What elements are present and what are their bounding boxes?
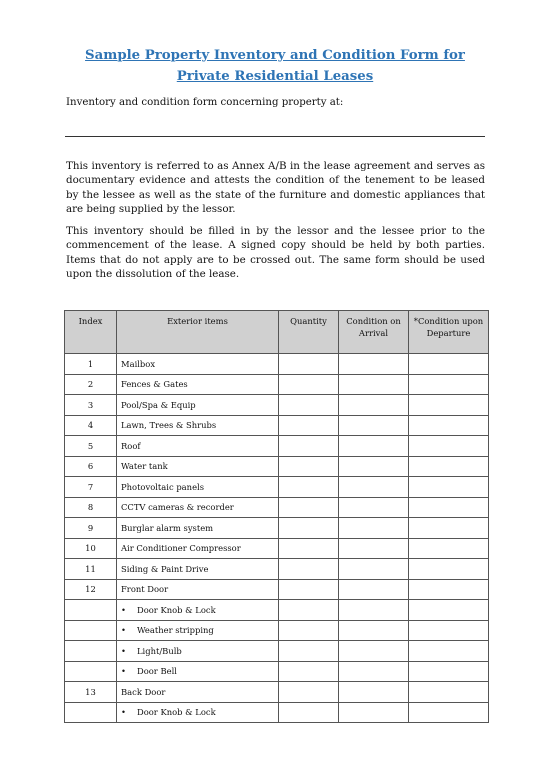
paragraph-annex: This inventory is referred to as Annex A/B in the lease agreement and serves as documentary evidence and attests the condition of the tenement to be leased by the lessee as well as the state of the furniture and domestic appliances that are being supplied by the lessor. (66, 160, 485, 215)
intro-text: Inventory and condition form concerning property at: (66, 97, 344, 108)
row-item-label: Lawn, Trees & Shrubs (117, 415, 279, 436)
quantity-cell[interactable] (279, 415, 339, 436)
quantity-cell[interactable] (279, 538, 339, 559)
row-item-label: Siding & Paint Drive (117, 559, 279, 580)
bullet-icon: • (121, 645, 126, 656)
arrival-condition-cell[interactable] (339, 374, 409, 395)
quantity-cell[interactable] (279, 477, 339, 498)
property-address-line (65, 136, 485, 137)
table-row (65, 477, 489, 498)
row-item-label: Burglar alarm system (117, 518, 279, 539)
table-row (65, 374, 489, 395)
row-index (65, 620, 117, 641)
arrival-condition-cell[interactable] (339, 620, 409, 641)
header-exterior-items: Exterior items (117, 311, 279, 354)
row-index: 10 (65, 538, 117, 559)
quantity-cell[interactable] (279, 661, 339, 682)
row-index: 6 (65, 456, 117, 477)
row-index: 2 (65, 374, 117, 395)
header-quantity: Quantity (279, 311, 339, 354)
bullet-icon: • (121, 604, 126, 615)
table-header-row (65, 311, 489, 354)
row-item-label: Front Door (117, 579, 279, 600)
departure-condition-cell[interactable] (409, 518, 489, 539)
table-row (65, 682, 489, 703)
departure-condition-cell[interactable] (409, 456, 489, 477)
arrival-condition-cell[interactable] (339, 600, 409, 621)
row-item-label: Roof (117, 436, 279, 457)
departure-condition-cell[interactable] (409, 436, 489, 457)
row-item-label: Fences & Gates (117, 374, 279, 395)
quantity-cell[interactable] (279, 374, 339, 395)
arrival-condition-cell[interactable] (339, 497, 409, 518)
arrival-condition-cell[interactable] (339, 436, 409, 457)
row-item-label: Weather stripping (137, 625, 214, 636)
quantity-cell[interactable] (279, 436, 339, 457)
row-index: 1 (65, 354, 117, 375)
quantity-cell[interactable] (279, 620, 339, 641)
row-index (65, 661, 117, 682)
bullet-icon: • (121, 666, 126, 677)
row-subitem (117, 661, 279, 682)
departure-condition-cell[interactable] (409, 538, 489, 559)
table-row (65, 559, 489, 580)
row-index: 5 (65, 436, 117, 457)
row-index: 9 (65, 518, 117, 539)
departure-condition-cell[interactable] (409, 620, 489, 641)
departure-condition-cell[interactable] (409, 374, 489, 395)
quantity-cell[interactable] (279, 354, 339, 375)
paragraph-instructions: This inventory should be filled in by the lessor and the lessee prior to the commencement of the lease. A signed copy should be held by both parties. Items that do not apply are to be crossed out. The same form should be used upon the dissolution of the lease. (66, 225, 485, 280)
row-index: 12 (65, 579, 117, 600)
row-item-label: Pool/Spa & Equip (117, 395, 279, 416)
header-condition-arrival: Condition on Arrival (339, 311, 409, 354)
table-row (65, 620, 489, 641)
arrival-condition-cell[interactable] (339, 682, 409, 703)
quantity-cell[interactable] (279, 600, 339, 621)
row-item-label: Door Knob & Lock (137, 707, 216, 718)
departure-condition-cell[interactable] (409, 354, 489, 375)
quantity-cell[interactable] (279, 497, 339, 518)
table-row (65, 415, 489, 436)
title-line-2: Private Residential Leases (176, 69, 374, 84)
row-item-label: Photovoltaic panels (117, 477, 279, 498)
row-subitem (117, 641, 279, 662)
table-row (65, 497, 489, 518)
arrival-condition-cell[interactable] (339, 415, 409, 436)
departure-condition-cell[interactable] (409, 579, 489, 600)
row-item-label: Mailbox (117, 354, 279, 375)
quantity-cell[interactable] (279, 395, 339, 416)
arrival-condition-cell[interactable] (339, 579, 409, 600)
row-index: 13 (65, 682, 117, 703)
arrival-condition-cell[interactable] (339, 456, 409, 477)
arrival-condition-cell[interactable] (339, 354, 409, 375)
departure-condition-cell[interactable] (409, 702, 489, 723)
table-row (65, 600, 489, 621)
quantity-cell[interactable] (279, 702, 339, 723)
row-subitem (117, 702, 279, 723)
quantity-cell[interactable] (279, 559, 339, 580)
row-index: 8 (65, 497, 117, 518)
row-index (65, 600, 117, 621)
departure-condition-cell[interactable] (409, 682, 489, 703)
departure-condition-cell[interactable] (409, 641, 489, 662)
arrival-condition-cell[interactable] (339, 702, 409, 723)
header-condition-departure: *Condition upon Departure (409, 311, 489, 354)
table-row (65, 641, 489, 662)
table-row (65, 395, 489, 416)
row-subitem (117, 620, 279, 641)
table-row (65, 354, 489, 375)
row-index (65, 641, 117, 662)
arrival-condition-cell[interactable] (339, 538, 409, 559)
departure-condition-cell[interactable] (409, 415, 489, 436)
departure-condition-cell[interactable] (409, 661, 489, 682)
arrival-condition-cell[interactable] (339, 518, 409, 539)
row-item-label: Light/Bulb (137, 645, 182, 656)
row-item-label: CCTV cameras & recorder (117, 497, 279, 518)
row-index: 4 (65, 415, 117, 436)
table-row (65, 436, 489, 457)
bullet-icon: • (121, 707, 126, 718)
quantity-cell[interactable] (279, 682, 339, 703)
arrival-condition-cell[interactable] (339, 559, 409, 580)
quantity-cell[interactable] (279, 579, 339, 600)
row-index: 11 (65, 559, 117, 580)
row-subitem (117, 600, 279, 621)
quantity-cell[interactable] (279, 518, 339, 539)
document-title (40, 45, 510, 87)
table-row (65, 518, 489, 539)
row-item-label: Air Conditioner Compressor (117, 538, 279, 559)
arrival-condition-cell[interactable] (339, 641, 409, 662)
table-body (65, 354, 489, 723)
inventory-table (64, 310, 489, 723)
table-row (65, 661, 489, 682)
table-row (65, 702, 489, 723)
arrival-condition-cell[interactable] (339, 477, 409, 498)
header-index: Index (65, 311, 117, 354)
departure-condition-cell[interactable] (409, 600, 489, 621)
departure-condition-cell[interactable] (409, 559, 489, 580)
title-line-1: Sample Property Inventory and Condition Form for (85, 48, 465, 63)
row-item-label: Door Bell (137, 666, 177, 677)
row-index: 3 (65, 395, 117, 416)
row-item-label: Water tank (117, 456, 279, 477)
row-index (65, 702, 117, 723)
departure-condition-cell[interactable] (409, 497, 489, 518)
arrival-condition-cell[interactable] (339, 395, 409, 416)
table-row (65, 456, 489, 477)
table-row (65, 538, 489, 559)
row-index: 7 (65, 477, 117, 498)
arrival-condition-cell[interactable] (339, 661, 409, 682)
row-item-label: Door Knob & Lock (137, 604, 216, 615)
departure-condition-cell[interactable] (409, 477, 489, 498)
bullet-icon: • (121, 625, 126, 636)
quantity-cell[interactable] (279, 456, 339, 477)
quantity-cell[interactable] (279, 641, 339, 662)
departure-condition-cell[interactable] (409, 395, 489, 416)
row-item-label: Back Door (117, 682, 279, 703)
table-row (65, 579, 489, 600)
